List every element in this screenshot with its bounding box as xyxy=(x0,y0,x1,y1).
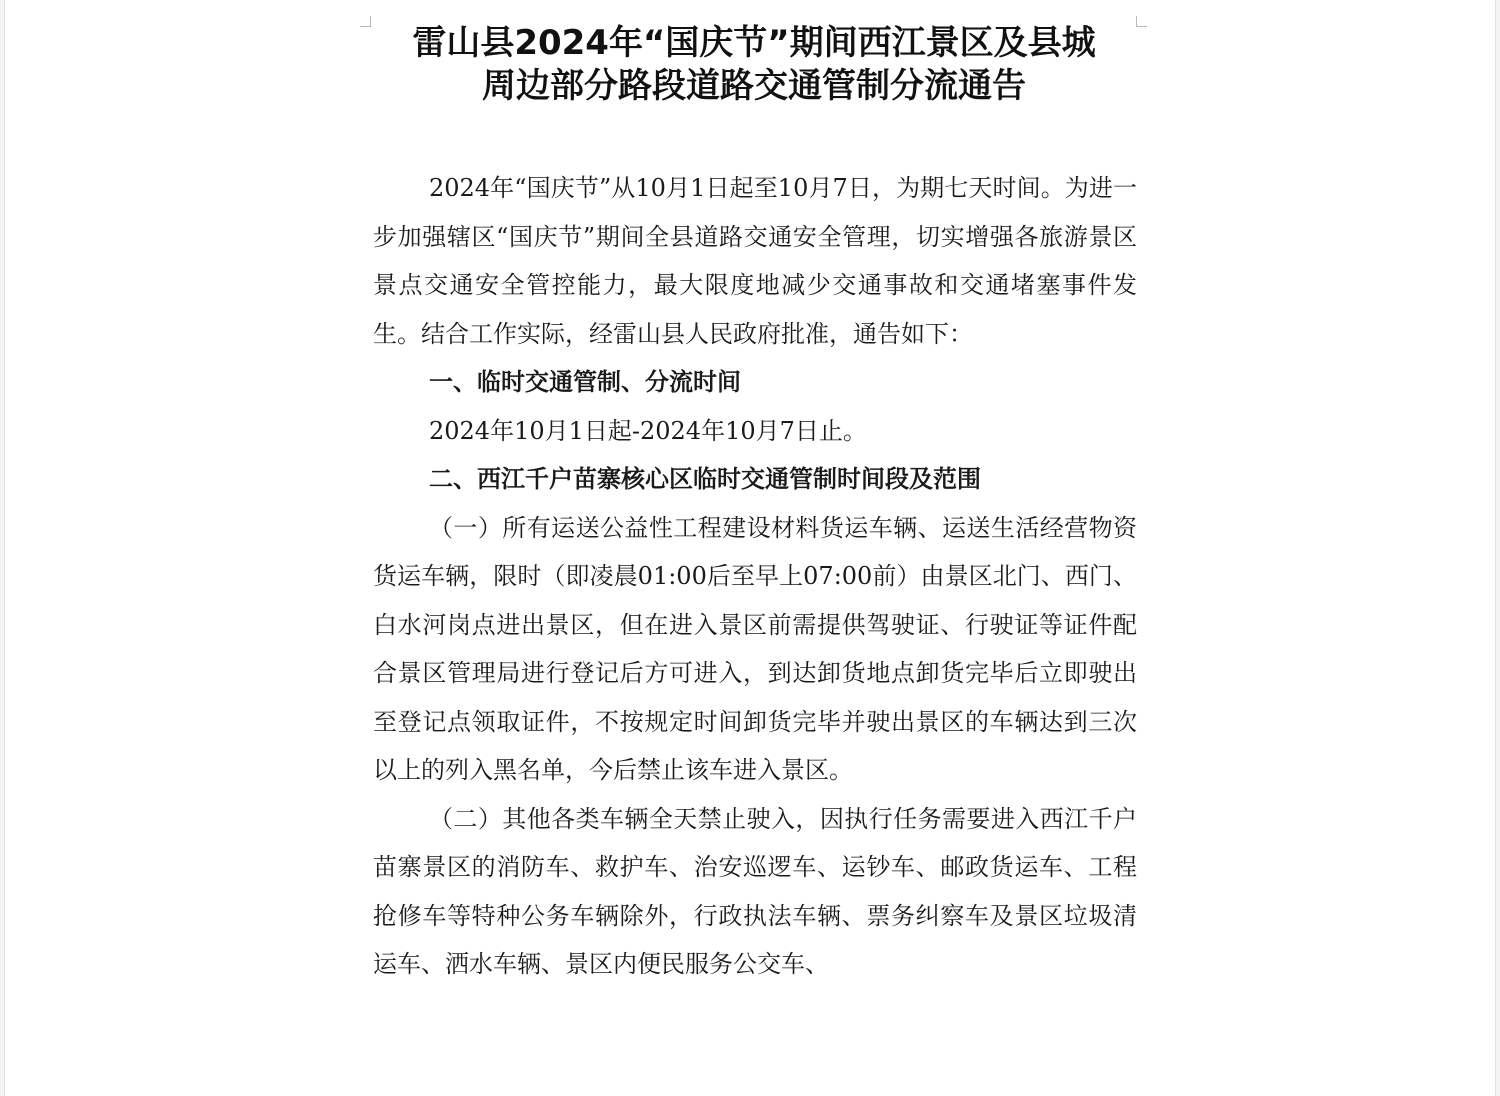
section-2-item-2: （二）其他各类车辆全天禁止驶入，因执行任务需要进入西江千户苗寨景区的消防车、救护车、治安巡逻车、运钞车、邮政货运车、工程抢修车等特种公务车辆除外，行政执法车辆、票务纠察车及景区垃圾清运车、洒水车辆、景区内便民服务公交车、 xyxy=(373,804,1137,978)
document-title xyxy=(369,22,1139,108)
section-heading-2: 二、西江千户苗寨核心区临时交通管制时间段及范围 xyxy=(429,465,981,493)
document-page xyxy=(4,0,1496,1096)
title-line-1: 雷山县2024年“国庆节”期间西江景区及县城 xyxy=(412,23,1096,63)
title-line-2: 周边部分路段道路交通管制分流通告 xyxy=(482,66,1026,106)
section-2-item-1: （一）所有运送公益性工程建设材料货运车辆、运送生活经营物资货运车辆，限时（即凌晨01:00后至早上07:00前）由景区北门、西门、白水河岗点进出景区，但在进入景区前需提供驾驶证、行驶证等证件配合景区管理局进行登记后方可进入，到达卸货地点卸货完毕后立即驶出至登记点领取证件，不按规定时间卸货完毕并驶出景区的车辆达到三次以上的列入黑名单，今后禁止该车进入景区。 xyxy=(373,513,1137,784)
section-1-paragraph: 2024年10月1日起-2024年10月7日止。 xyxy=(429,416,867,445)
document-body xyxy=(373,164,1137,989)
section-heading-1: 一、临时交通管制、分流时间 xyxy=(429,368,741,396)
intro-paragraph: 2024年“国庆节”从10月1日起至10月7日，为期七天时间。为进一步加强辖区“国庆节”期间全县道路交通安全管理，切实增强各旅游景区景点交通安全管控能力，最大限度地减少交通事故和交通堵塞事件发生。结合工作实际，经雷山县人民政府批准，通告如下： xyxy=(373,174,1137,348)
